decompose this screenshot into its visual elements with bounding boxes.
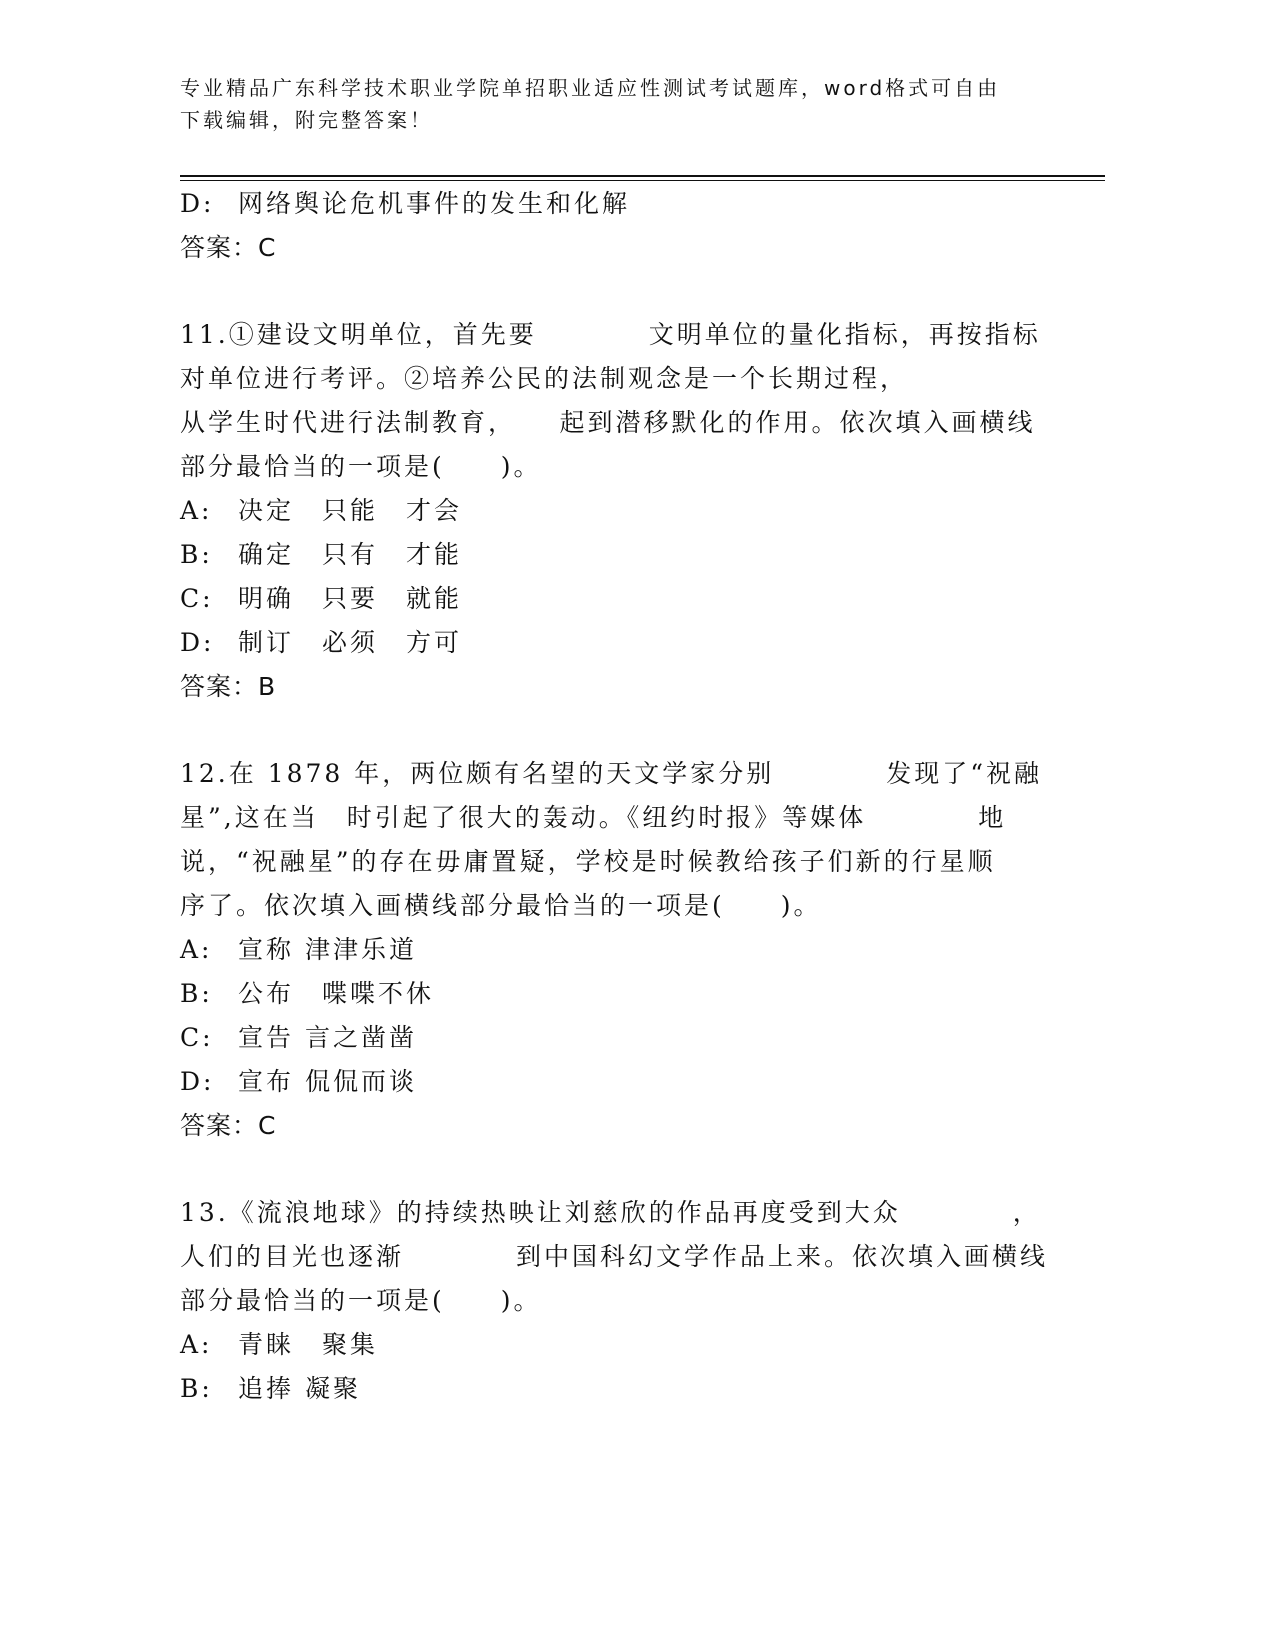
option-d — [180, 182, 1040, 226]
answer-q11: 答案：B — [180, 672, 277, 701]
option-a — [180, 1323, 1040, 1367]
question-13 — [180, 1191, 1049, 1411]
answer-q10: 答案：C — [180, 233, 277, 262]
option-letter: D: — [180, 628, 215, 657]
option-text: 宣称 津津乐道 — [238, 935, 417, 964]
option-d — [180, 1060, 1040, 1104]
option-letter: C: — [180, 1023, 214, 1052]
question-text-line: 序了。依次填入画横线部分最恰当的一项是( )。 — [180, 891, 822, 920]
option-text: 决定 只能 才会 — [238, 496, 463, 525]
option-letter: A: — [180, 496, 213, 525]
option-text: 网络舆论危机事件的发生和化解 — [238, 189, 631, 218]
question-text-line: 说，“祝融星”的存在毋庸置疑，学校是时候教给孩子们新的行星顺 — [180, 847, 996, 876]
option-c — [180, 577, 1040, 621]
header-line-2: 下载编辑，附完整答案！ — [180, 108, 433, 132]
spacer — [180, 1148, 1040, 1191]
option-text: 青睐 聚集 — [238, 1330, 379, 1359]
option-text: 公布 喋喋不休 — [238, 979, 435, 1008]
option-letter: D: — [180, 1067, 215, 1096]
option-b — [180, 972, 1040, 1016]
question-text-line: 人们的目光也逐渐 到中国科幻文学作品上来。依次填入画横线 — [180, 1242, 1049, 1271]
header-rule-thick — [180, 175, 1105, 177]
question-text-line: 12.在 1878 年，两位颇有名望的天文学家分别 发现了“祝融 — [180, 759, 1043, 788]
question-text-line: 部分最恰当的一项是( )。 — [180, 452, 542, 481]
header-rule-thin — [180, 180, 1105, 181]
option-letter: B: — [180, 1374, 213, 1403]
option-letter: A: — [180, 935, 213, 964]
question-11 — [180, 313, 1040, 709]
answer-q12: 答案：C — [180, 1111, 277, 1140]
option-b — [180, 533, 1040, 577]
option-text: 宣布 侃侃而谈 — [238, 1067, 417, 1096]
document-header — [180, 72, 1080, 136]
option-text: 确定 只有 才能 — [238, 540, 463, 569]
option-a — [180, 489, 1040, 533]
header-line-1: 专业精品广东科学技术职业学院单招职业适应性测试考试题库，word格式可自由 — [180, 76, 1001, 100]
option-a — [180, 928, 1040, 972]
option-text: 制订 必须 方可 — [238, 628, 463, 657]
option-d — [180, 621, 1040, 665]
spacer — [180, 270, 1040, 313]
option-text: 明确 只要 就能 — [238, 584, 463, 613]
option-b — [180, 1367, 1040, 1411]
option-text: 追捧 凝聚 — [238, 1374, 361, 1403]
option-letter: C: — [180, 584, 214, 613]
option-c — [180, 1016, 1040, 1060]
spacer — [180, 709, 1040, 752]
question-text-line: 部分最恰当的一项是( )。 — [180, 1286, 542, 1315]
question-text-line: 星”,这在当 时引起了很大的轰动。《纽约时报》等媒体 地 — [180, 803, 1007, 832]
question-text-line: 从学生时代进行法制教育， 起到潜移默化的作用。依次填入画横线 — [180, 408, 1036, 437]
question-text-line: 13.《流浪地球》的持续热映让刘慈欣的作品再度受到大众 ， — [180, 1198, 1041, 1227]
option-letter: D: — [180, 189, 215, 218]
option-letter: B: — [180, 979, 213, 1008]
option-letter: A: — [180, 1330, 213, 1359]
question-text-line: 11.①建设文明单位，首先要 文明单位的量化指标，再按指标 — [180, 320, 1041, 349]
question-12 — [180, 752, 1043, 1148]
document-body — [180, 182, 1049, 1411]
option-letter: B: — [180, 540, 213, 569]
option-text: 宣告 言之凿凿 — [238, 1023, 417, 1052]
question-text-line: 对单位进行考评。②培养公民的法制观念是一个长期过程， — [180, 364, 909, 393]
